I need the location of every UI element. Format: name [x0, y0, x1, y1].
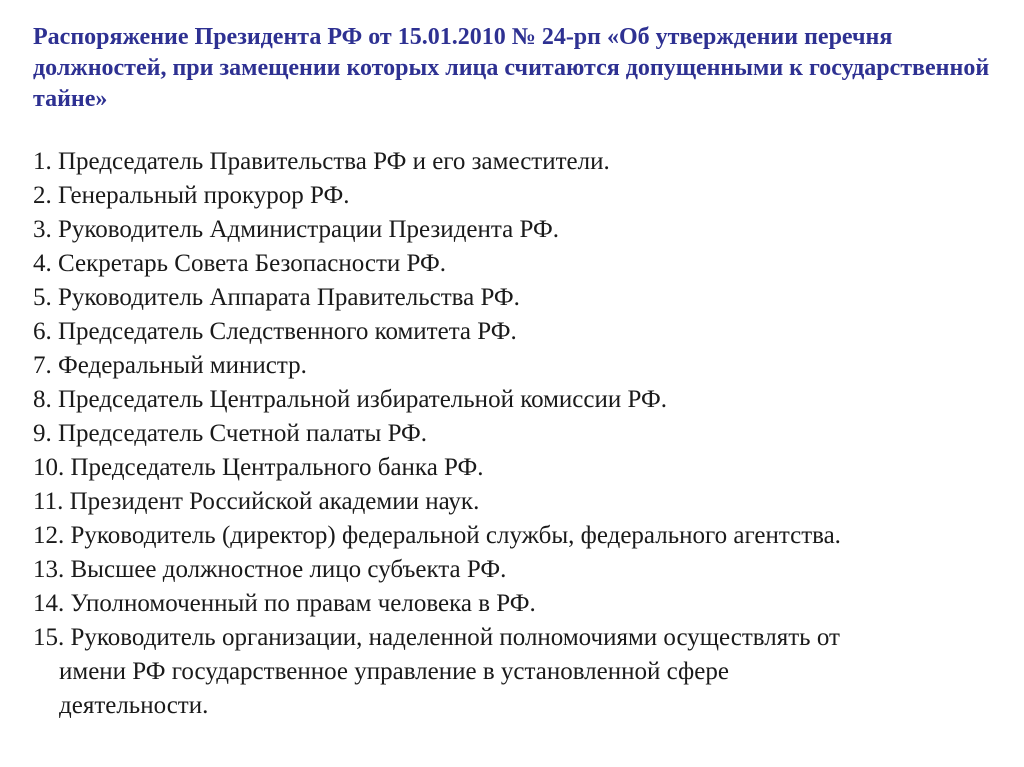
list-item: 10. Председатель Центрального банка РФ. [33, 454, 484, 481]
list-item-last-line3: деятельности. [59, 692, 209, 719]
list-item: 13. Высшее должностное лицо субъекта РФ. [33, 556, 507, 583]
list-item: 6. Председатель Следственного комитета РФ. [33, 318, 517, 345]
list-item: 12. Руководитель (директор) федеральной службы, федерального агентства. [33, 522, 841, 549]
list-item-last-line1: 15. Руководитель организации, наделенной полномочиями осуществлять от [33, 624, 840, 651]
list-item-last-line2: имени РФ государственное управление в установленной сфере [59, 658, 729, 685]
list-item-last [33, 621, 1008, 723]
list-item: 2. Генеральный прокурор РФ. [33, 182, 350, 209]
list-item: 11. Президент Российской академии наук. [33, 488, 480, 515]
list-item: 4. Секретарь Совета Безопасности РФ. [33, 250, 446, 277]
list-item: 8. Председатель Центральной избирательной комиссии РФ. [33, 386, 667, 413]
list-item: 9. Председатель Счетной палаты РФ. [33, 420, 428, 447]
list-item: 3. Руководитель Администрации Президента РФ. [33, 216, 559, 243]
slide-title: Распоряжение Президента РФ от 15.01.2010 № 24-рп «Об утверждении перечня должностей, при замещении которых лица считаются допущенными к государственной тайне» [33, 24, 990, 112]
list-item: 7. Федеральный министр. [33, 352, 307, 379]
list-item: 14. Уполномоченный по правам человека в РФ. [33, 590, 536, 617]
list-item: 1. Председатель Правительства РФ и его заместители. [33, 148, 610, 175]
list-item: 5. Руководитель Аппарата Правительства РФ. [33, 284, 520, 311]
positions-list [33, 145, 1008, 723]
